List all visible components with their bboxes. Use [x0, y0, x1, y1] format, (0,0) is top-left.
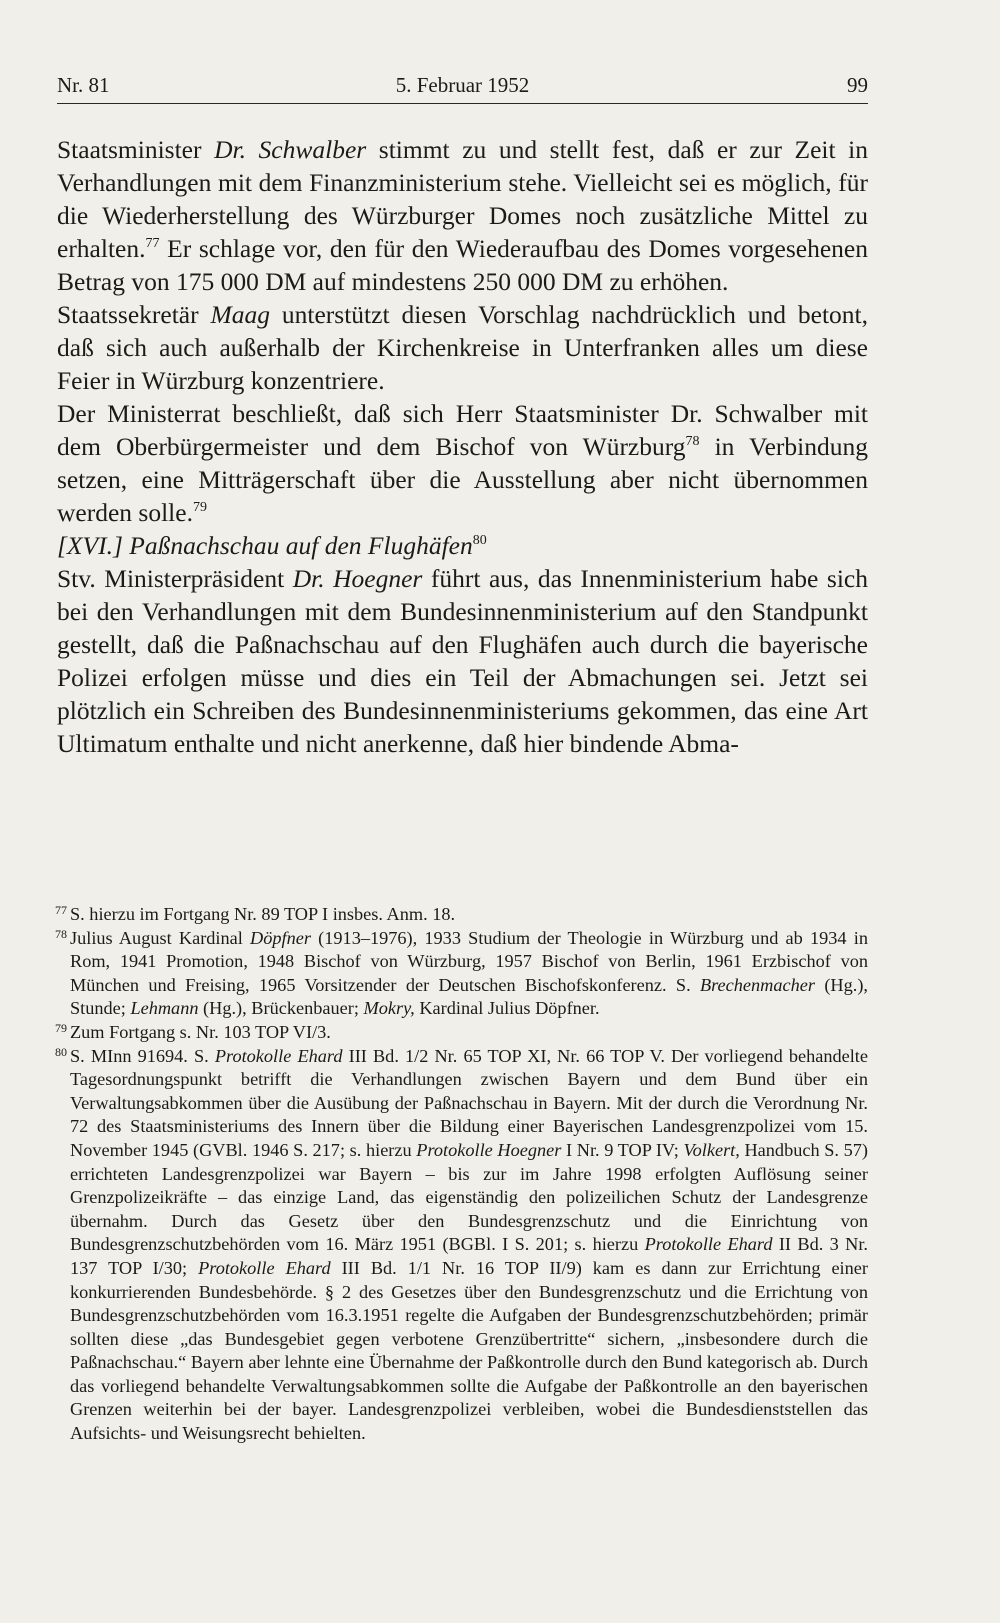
- person-name: Dr. Hoegner: [292, 564, 423, 593]
- source-title: Protokolle Hoegner: [416, 1139, 562, 1160]
- footnotes: [57, 903, 868, 1446]
- footnote-number: 80: [55, 1044, 67, 1059]
- text-run: Er schlage vor, den für den Wiederaufbau des Domes vorgesehenen Betrag von 175 000 DM auf mindestens 250 000 DM zu erhöhen.: [57, 234, 868, 296]
- text-run: Handbuch S. 57) errichteten Landesgrenzpolizei war Bayern – bis zur im Jahre 1998 erfolgten Auflösung seiner Grenzpolizeikräfte – das einzige Land, das eigenständig den polizeilichen Schutz der Landesgrenze übernahm. Durch das Gesetz über den Bundesgrenzschutz und die Einrichtung von Bundesgrenzschutzbehörden vom 16. März 1951 (BGBl. I S. 201; s. hierzu: [70, 1139, 868, 1255]
- source-title: Protokolle Ehard: [214, 1045, 343, 1066]
- text-run: Stv. Ministerpräsident: [57, 564, 293, 593]
- footnote-text: S. hierzu im Fortgang Nr. 89 TOP I insbes. Anm. 18.: [70, 904, 456, 924]
- footnote-number: 78: [55, 926, 67, 941]
- text-run: II Bd. 3 Nr. 137 TOP I/30;: [70, 1234, 868, 1278]
- page-number: 99: [847, 73, 868, 97]
- text-run: Staatsminister: [57, 135, 215, 164]
- footnote-number: 77: [55, 903, 67, 917]
- author-name: Lehmann: [130, 998, 199, 1019]
- section-heading: [57, 529, 868, 562]
- person-name: Maag: [210, 300, 271, 329]
- author-name: Volkert,: [683, 1139, 740, 1160]
- footnote-78: [57, 927, 868, 1021]
- author-name: Mokry,: [363, 998, 415, 1019]
- source-title: Protokolle Ehard: [644, 1234, 773, 1255]
- text-run: stimmt zu und stellt fest, daß er zur Zeit in Verhandlungen mit dem Finanzministerium stehe. Vielleicht sei es möglich, für die Wiederherstellung des Würzburger Domes noch zusätzliche Mittel zu erhalten.: [57, 135, 868, 263]
- footnote-ref: 77: [145, 236, 160, 251]
- person-name: Döpfner: [250, 927, 311, 948]
- text-run: Julius August Kardinal: [70, 927, 251, 948]
- footnote-ref: 80: [472, 533, 487, 548]
- text-run: Staatssekretär: [57, 300, 211, 329]
- paragraph-resolution: [57, 397, 868, 529]
- footnote-ref: 79: [192, 500, 207, 515]
- text-run: Der Ministerrat beschließt, daß sich Herr Staatsminister Dr. Schwalber mit dem Oberbürgermeister und dem Bischof von Würzburg: [57, 399, 868, 461]
- paragraph-hoegner: [57, 562, 868, 760]
- text-run: S. MInn 91694. S.: [70, 1045, 215, 1066]
- source-title: Protokolle Ehard: [198, 1257, 331, 1278]
- footnote-77: [57, 903, 868, 927]
- person-name: Dr. Schwalber: [214, 135, 367, 164]
- text-run: (Hg.), Stunde;: [70, 974, 868, 1019]
- main-text: [57, 133, 868, 760]
- text-run: (Hg.), Brückenbauer;: [198, 998, 364, 1019]
- text-run: führt aus, das Innenministerium habe sich bei den Verhandlungen mit dem Bundesinnenministerium auf den Standpunkt gestellt, daß die Paßnachschau auf den Flughäfen auch durch die bayerische Polizei erfolgen müsse und dies ein Teil der Abmachungen sei. Jetzt sei plötzlich ein Schreiben des Bundesinnenministeriums gekommen, das eine Art Ultimatum enthalte und nicht anerkenne, daß hier bindende Abma-: [57, 564, 868, 758]
- footnote-80: [57, 1045, 868, 1446]
- paragraph-schwalber: [57, 133, 868, 298]
- text-run: III Bd. 1/2 Nr. 65 TOP XI, Nr. 66 TOP V. Der vorliegend behandelte Tagesordnungspunkt betrifft die Verhandlungen zwischen Bayern und dem Bund über ein Verwaltungsabkommen über die Ausübung der Paßnachschau in Bayern. Mit der durch die Verordnung Nr. 72 des Staatsministeriums des Innern über die Bildung einer Bayerischen Landesgrenzpolizei vom 15. November 1945 (GVBl. 1946 S. 217; s. hierzu: [70, 1045, 869, 1160]
- footnote-text: Zum Fortgang s. Nr. 103 TOP VI/3.: [70, 1021, 331, 1042]
- text-run: unterstützt diesen Vorschlag nachdrücklich und betont, daß sich auch außerhalb der Kirchenkreise in Unterfranken alles um diese Feier in Würzburg konzentriere.: [57, 300, 869, 395]
- header-date: 5. Februar 1952: [395, 73, 530, 97]
- author-name: Brechenmacher: [699, 974, 816, 995]
- text-run: Kardinal Julius Döpfner.: [414, 998, 600, 1019]
- running-header: [57, 72, 868, 104]
- text-run: I Nr. 9 TOP IV;: [561, 1139, 684, 1160]
- paragraph-maag: [57, 298, 868, 397]
- text-run: III Bd. 1/1 Nr. 16 TOP II/9) kam es dann zur Errichtung einer konkurrierenden Bundesbehörde. § 2 des Gesetzes über den Bundesgrenzschutz und die Errichtung von Bundesgrenzschutzbehörden vom 16.3.1951 regelte die Aufgaben der Bundesgrenzschutzbehörden; primär sollten diese „das Bundesgebiet gegen verbotene Grenzübertritte“ sichern, „insbesondere durch die Paßnachschau.“ Bayern aber lehnte eine Übernahme der Paßkontrolle durch den Bund kategorisch ab. Durch das vorliegend behandelte Verwaltungsabkommen sollte die Aufgabe der Paßkontrolle an den bayerischen Grenzen weiterhin bei der bayer. Landesgrenzpolizei verbleiben, wobei die Bundesdienststellen das Aufsichts- und Weisungsrecht behielten.: [70, 1257, 868, 1444]
- document-number: Nr. 81: [57, 73, 110, 97]
- text-run: in Verbindung setzen, eine Mitträgerschaft über die Ausstellung aber nicht übernommen werden solle.: [57, 432, 868, 527]
- footnote-79: [57, 1021, 868, 1045]
- footnote-number: 79: [55, 1020, 67, 1035]
- footnote-ref: 78: [685, 434, 700, 449]
- text-run: (1913–1976), 1933 Studium der Theologie in Würzburg und ab 1934 in Rom, 1941 Promotion, 1948 Bischof von Würzburg, 1957 Bischof von Berlin, 1961 Erzbischof von München und Freising, 1965 Vorsitzender der Deutschen Bischofskonferenz. S.: [70, 927, 868, 995]
- heading-text: [XVI.] Paßnachschau auf den Flughäfen: [57, 531, 473, 560]
